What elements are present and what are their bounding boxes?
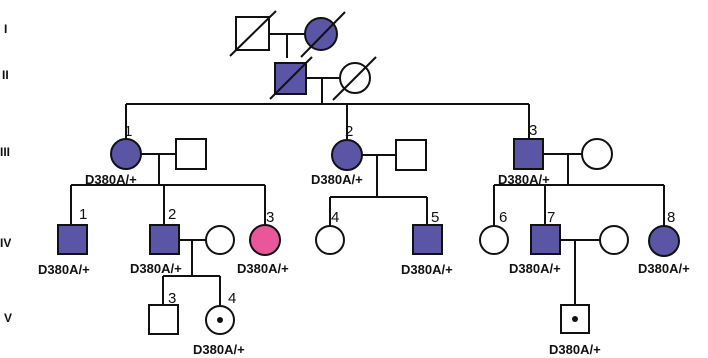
genotype-label: D380A/+ <box>509 261 561 276</box>
individual-number: 2 <box>345 123 354 140</box>
individual-number: 4 <box>331 209 340 226</box>
individual-number: 5 <box>431 209 440 226</box>
individual-number: 1 <box>124 123 133 140</box>
female-circle <box>600 226 628 254</box>
genotype-label: D380A/+ <box>401 262 453 277</box>
female-circle <box>206 226 234 254</box>
individual-iii-1 <box>85 123 141 187</box>
female-circle <box>316 226 344 254</box>
genotype-label: D380A/+ <box>638 261 690 276</box>
female-circle <box>250 225 280 255</box>
female-circle <box>582 139 612 169</box>
female-circle <box>480 226 508 254</box>
male-square <box>149 305 178 334</box>
generation-label-iii: III <box>0 145 11 159</box>
female-circle <box>111 139 141 169</box>
male-square <box>413 225 442 254</box>
individual-number: 7 <box>547 209 556 226</box>
individual-iv-1 <box>38 206 90 277</box>
female-circle <box>332 140 362 170</box>
genotype-label: D380A/+ <box>498 172 550 187</box>
male-square <box>396 140 426 170</box>
individual-iii-2-spouse <box>396 140 426 170</box>
individual-iv-3 <box>237 209 289 276</box>
individual-i-female <box>305 18 337 50</box>
carrier-dot-icon <box>572 316 578 322</box>
carrier-dot-icon <box>217 317 223 323</box>
individual-iii-2 <box>311 123 363 187</box>
individual-number: 6 <box>499 209 508 226</box>
individual-number: 3 <box>529 122 538 139</box>
genotype-label: D380A/+ <box>237 261 289 276</box>
generation-label-iv: IV <box>0 236 12 250</box>
generation-label-ii: II <box>2 68 9 82</box>
female-circle <box>305 18 337 50</box>
individual-iv-7 <box>509 209 561 276</box>
individual-iv-2 <box>130 206 182 276</box>
individual-number: 4 <box>228 290 237 307</box>
generation-label-v: V <box>4 311 13 325</box>
individual-number: 2 <box>168 206 177 223</box>
individual-iv-7-spouse <box>600 226 628 254</box>
male-square <box>531 225 560 254</box>
individual-number: 3 <box>266 209 275 226</box>
male-square <box>176 139 206 169</box>
generation-labels <box>0 22 12 325</box>
genotype-label: D380A/+ <box>193 342 245 357</box>
female-circle <box>649 226 679 256</box>
individual-iv-2-spouse <box>206 226 234 254</box>
individual-iii-3-spouse <box>582 139 612 169</box>
genotype-label: D380A/+ <box>549 342 601 357</box>
individual-number: 1 <box>79 206 88 223</box>
male-square <box>514 139 543 169</box>
genotype-label: D380A/+ <box>311 172 363 187</box>
genotype-label: D380A/+ <box>85 172 137 187</box>
genotype-label: D380A/+ <box>130 261 182 276</box>
individual-number: 3 <box>168 290 177 307</box>
individual-v-c <box>549 305 601 357</box>
generation-label-i: I <box>4 22 8 36</box>
individual-iii-3 <box>498 122 550 187</box>
individual-iii-1-spouse <box>176 139 206 169</box>
male-square <box>150 225 179 254</box>
genotype-label: D380A/+ <box>38 262 90 277</box>
individual-number: 8 <box>667 209 676 226</box>
male-square <box>58 225 87 254</box>
